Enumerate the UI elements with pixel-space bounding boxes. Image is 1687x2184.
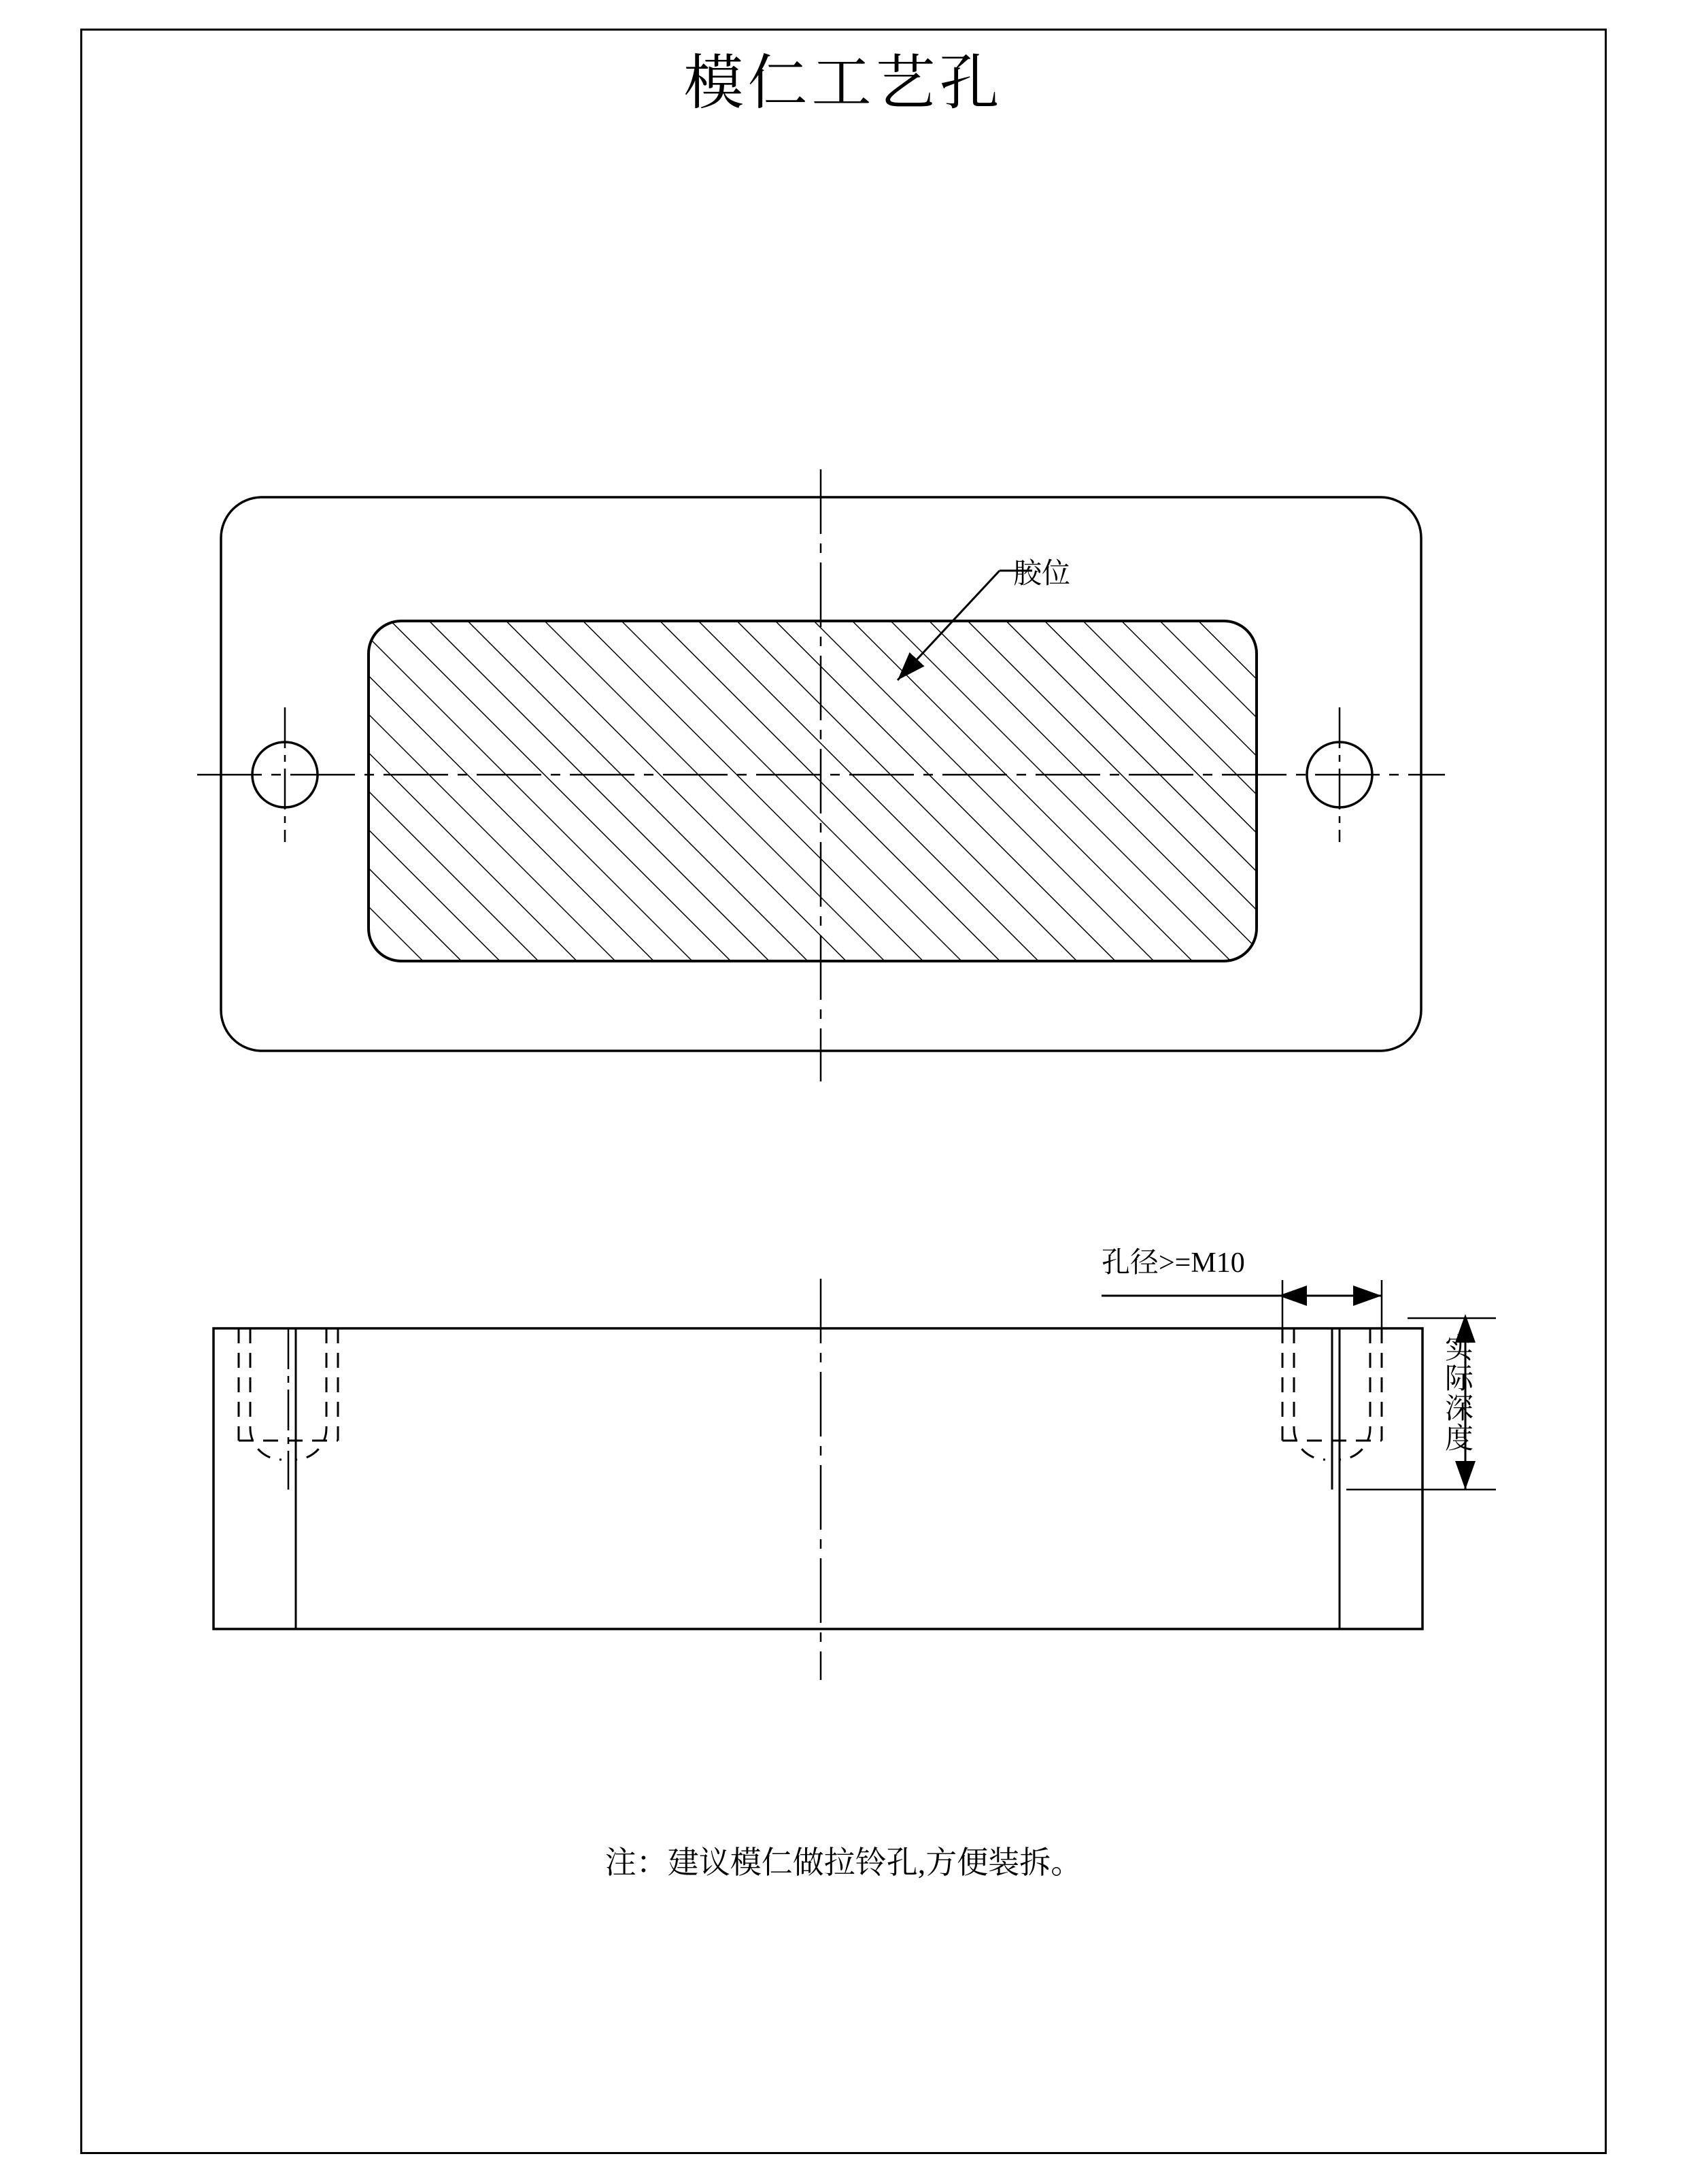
top-view-group [197,469,1445,1081]
hole-diameter-label: 孔径>=M10 [1102,1247,1245,1279]
front-view-group [214,1279,1496,1680]
cavity-region [369,621,1257,961]
block-outline [214,1328,1422,1629]
glue-position-label: 胶位 [1013,558,1071,590]
page-title: 模仁工艺孔 [683,51,1004,117]
actual-depth-label: 实际深度 [1441,1333,1472,1453]
drawing-note: 注：建议模仁做拉铃孔,方便装拆。 [604,1845,1083,1880]
